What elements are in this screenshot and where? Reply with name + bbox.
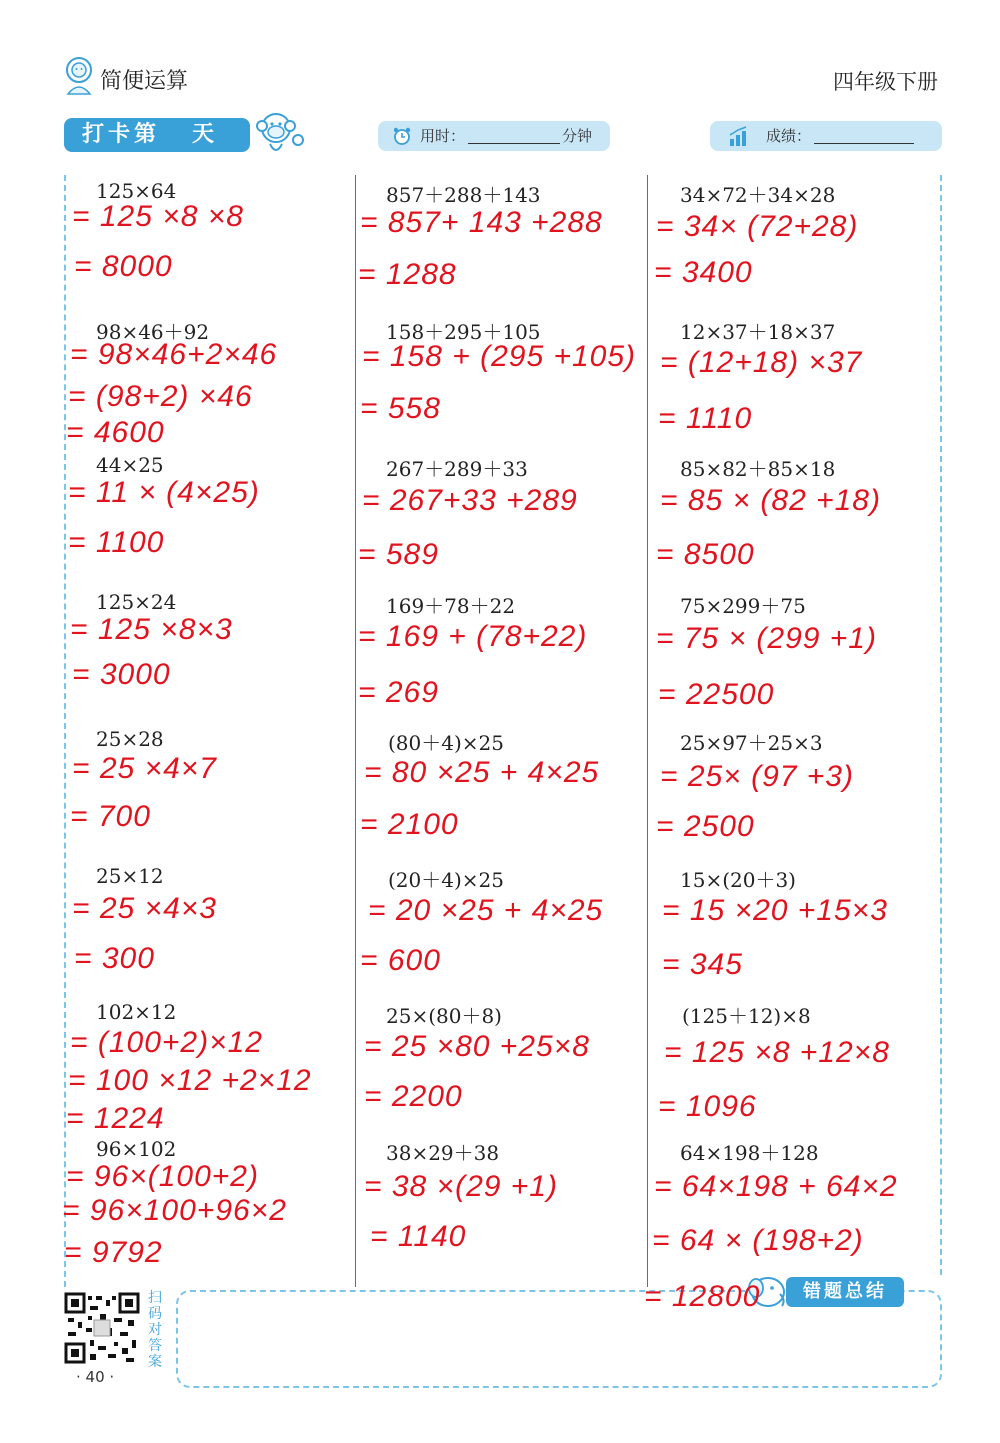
checkin-day-banner	[64, 118, 250, 152]
time-blank[interactable]	[468, 129, 560, 144]
handwritten-step: = 25 ×4×7	[72, 752, 217, 785]
problem-expression: 857＋288＋143	[386, 183, 541, 207]
problem-expression: 25×97＋25×3	[680, 731, 823, 755]
scan-for-answers-label: 扫码对答案	[148, 1290, 162, 1370]
problem-expression: 125×64	[96, 179, 177, 203]
handwritten-step: = 25× (97 +3)	[660, 760, 854, 793]
handwritten-step: = 2500	[656, 810, 755, 843]
handwritten-step: = 269	[358, 676, 439, 709]
grade-label: 四年级下册	[833, 70, 938, 94]
handwritten-step: = 1100	[68, 526, 165, 559]
problem-expression: 64×198＋128	[680, 1141, 819, 1165]
handwritten-step: = 11 × (4×25)	[68, 476, 260, 509]
handwritten-step: = 1224	[66, 1102, 165, 1135]
handwritten-step: = 8000	[74, 250, 173, 283]
problem-expression: 12×37＋18×37	[680, 320, 836, 344]
handwritten-step: = 100 ×12 +2×12	[68, 1064, 312, 1097]
problem-expression: (20＋4)×25	[388, 868, 504, 892]
problem-expression: 25×12	[96, 864, 164, 888]
handwritten-step: = 12800	[644, 1280, 761, 1313]
handwritten-step: = 125 ×8×3	[70, 613, 233, 646]
handwritten-step: = 25 ×4×3	[72, 892, 217, 925]
handwritten-step: = 8500	[656, 538, 755, 571]
qr-code-icon[interactable]	[64, 1292, 140, 1364]
handwritten-step: = 3000	[72, 658, 171, 691]
checkin-label: 打卡第	[82, 122, 161, 147]
handwritten-step: = 75 × (299 +1)	[656, 622, 877, 655]
problem-expression: (125＋12)×8	[682, 1004, 811, 1028]
problem-expression: 96×102	[96, 1137, 177, 1161]
handwritten-step: = 96×(100+2)	[66, 1160, 259, 1193]
problem-expression: 25×(80＋8)	[386, 1004, 502, 1028]
lion-mascot-icon	[62, 56, 96, 96]
time-unit: 分钟	[562, 127, 593, 145]
handwritten-step: = 267+33 +289	[362, 484, 578, 517]
handwritten-step: = 1096	[658, 1090, 757, 1123]
handwritten-step: = 1288	[358, 258, 457, 291]
score-label: 成绩：	[766, 127, 812, 145]
handwritten-step: = 2200	[364, 1080, 463, 1113]
time-label: 用时：	[420, 127, 466, 145]
handwritten-step: = 169 + (78+22)	[358, 620, 588, 653]
clock-icon	[392, 126, 412, 146]
score-blank[interactable]	[814, 129, 914, 144]
handwritten-step: = (98+2) ×46	[68, 380, 253, 413]
monkey-mascot-icon	[252, 106, 308, 158]
handwritten-step: = 2100	[360, 808, 459, 841]
handwritten-step: = 22500	[658, 678, 775, 711]
handwritten-step: = 85 × (82 +18)	[660, 484, 881, 517]
time-used-field	[378, 121, 610, 151]
handwritten-step: = 15 ×20 +15×3	[662, 894, 888, 927]
score-field	[710, 121, 942, 151]
handwritten-step: = 98×46+2×46	[70, 338, 278, 371]
problem-expression: 38×29＋38	[386, 1141, 500, 1165]
problem-expression: 267＋289＋33	[386, 457, 528, 481]
page-title: 简便运算	[100, 69, 189, 94]
problem-expression: 158＋295＋105	[386, 320, 541, 344]
handwritten-step: = 857+ 143 +288	[360, 206, 603, 239]
problem-expression: 125×24	[96, 590, 177, 614]
handwritten-step: = 64 × (198+2)	[652, 1224, 864, 1257]
column-divider	[647, 175, 648, 1287]
problem-expression: 34×72＋34×28	[680, 183, 836, 207]
error-summary-label: 错题总结	[786, 1277, 904, 1307]
column-divider	[355, 175, 356, 1287]
handwritten-step: = 38 ×(29 +1)	[364, 1170, 558, 1203]
handwritten-step: = 300	[74, 942, 155, 975]
handwritten-step: = 589	[358, 538, 439, 571]
problem-expression: 44×25	[96, 453, 164, 477]
handwritten-step: = 80 ×25 + 4×25	[364, 756, 600, 789]
problem-expression: 75×299＋75	[680, 594, 806, 618]
handwritten-step: = 4600	[66, 416, 165, 449]
page-number: · 40 ·	[76, 1368, 115, 1386]
handwritten-step: = 34× (72+28)	[656, 210, 859, 243]
handwritten-step: = 700	[70, 800, 151, 833]
handwritten-step: = 125 ×8 ×8	[72, 200, 244, 233]
handwritten-step: = 64×198 + 64×2	[654, 1170, 898, 1203]
problem-expression: 85×82＋85×18	[680, 457, 836, 481]
handwritten-step: = 9792	[64, 1236, 163, 1269]
right-border	[940, 175, 942, 1275]
handwritten-step: = 1110	[658, 402, 753, 435]
handwritten-step: = 25 ×80 +25×8	[364, 1030, 590, 1063]
handwritten-step: = 558	[360, 392, 441, 425]
handwritten-step: = 345	[662, 948, 743, 981]
handwritten-step: = 1140	[370, 1220, 467, 1253]
handwritten-step: = (12+18) ×37	[660, 346, 863, 379]
checkin-day-unit: 天	[192, 122, 219, 147]
handwritten-step: = 96×100+96×2	[62, 1194, 287, 1227]
handwritten-step: = (100+2)×12	[70, 1026, 263, 1059]
problem-expression: 169＋78＋22	[386, 594, 516, 618]
handwritten-step: = 125 ×8 +12×8	[664, 1036, 890, 1069]
handwritten-step: = 158 + (295 +105)	[362, 340, 637, 373]
problem-expression: 15×(20＋3)	[680, 868, 796, 892]
handwritten-step: = 20 ×25 + 4×25	[368, 894, 604, 927]
problem-expression: 98×46＋92	[96, 320, 210, 344]
bar-chart-icon	[728, 125, 750, 147]
problem-expression: 102×12	[96, 1000, 177, 1024]
problem-expression: (80＋4)×25	[388, 731, 504, 755]
handwritten-step: = 3400	[654, 256, 753, 289]
problem-expression: 25×28	[96, 727, 164, 751]
handwritten-step: = 600	[360, 944, 441, 977]
